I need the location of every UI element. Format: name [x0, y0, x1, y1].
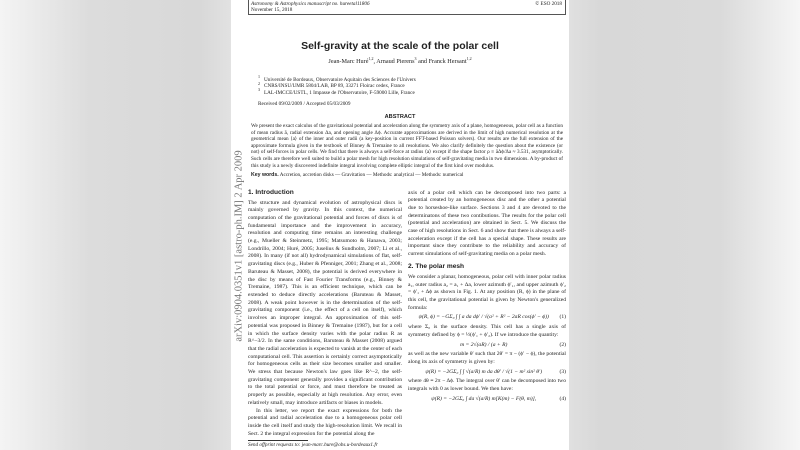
keywords-text: Accretion, accretion disks — Gravitation — Methods: analytical — Methods: numerical	[279, 172, 464, 179]
equation-number: (4)	[559, 395, 566, 402]
affil-text: CNRS/INSU/UMR 5804/LAB, BP 89, 33271 Floirac cedex, France	[264, 83, 405, 90]
author-list	[231, 55, 569, 65]
paragraph: as well as the new variable θ′ such that 2θ′ = π − (ϕ′ − ϕ), the potential along its axis of symmetry is given by:	[408, 351, 566, 365]
equation-number: (2)	[559, 341, 566, 348]
keywords-label: Key words.	[251, 172, 279, 179]
footnote: Send offprint requests to: jean-marc.hure@obs.u-bordeaux1.fr	[248, 442, 378, 449]
arxiv-stamp	[233, 100, 245, 392]
author: Franck Hersant	[428, 58, 467, 65]
author: Arnaud Pierens	[376, 58, 415, 65]
affil-number: 3	[258, 87, 260, 93]
affil-mark: 1,2	[368, 55, 374, 61]
equation-4	[408, 396, 566, 404]
equation-2	[408, 342, 566, 350]
content-flow	[248, 123, 566, 448]
affil-number: 2	[258, 80, 260, 86]
affil-text: LAL-IMCCE/USTL, 1 Impasse de l'Observatoire, F-59000 Lille, France	[264, 89, 415, 96]
journal-line: Astronomy & Astrophysics manuscript no. hureetal11806	[251, 1, 370, 7]
abstract-heading: ABSTRACT	[384, 114, 416, 120]
affil-number: 1	[258, 74, 260, 80]
body-columns	[248, 189, 566, 449]
copyright: © ESO 2018	[535, 1, 562, 7]
manuscript-date: November 15, 2018	[251, 7, 293, 14]
affil-text: Université de Bordeaux, Observatoire Aquitain des Sciences de l'Univers	[264, 77, 416, 83]
paragraph: where 4θ ≡ 2π − Δϕ. The integral over θ′ can be decomposed into two integrals with 0 as lower bound. We then have:	[408, 378, 566, 393]
equation-number: (1)	[559, 314, 566, 321]
paper-title: Self-gravity at the scale of the polar cell	[301, 40, 499, 52]
separator: ,	[373, 58, 377, 65]
paragraph: The structure and dynamical evolution of astrophysical discs is mainly governed by gravity. In this context, the numerical computation of the gravitational potential and forces of discs is of fundamental importance and the improvement in accuracy, resolution and computing time remains an interesting challenge (e.g., Mueller & Steinmetz, 1995; Matsumoto & Hanawa, 2003; Londrillo, 2004; Huré, 2005; Juselius & Sundholm, 2007; Li et al., 2008). In many (if not all) hydrodynamical simulations of flat, self-gravitating discs (e.g., Huber & Pfenniger, 2001; Zhang et al., 2008; Baruteau & Masset, 2008), the potential is derived everywhere in the disc by means of Fast Fourier Transforms (e.g., Binney & Tremaine, 1987). This is an efficient technique, which can be extended to deduce directly accelerations (Baruteau & Masset, 2008). A weak point however is in the determination of the self-gravitating component (i.e., the effect of a cell on itself), which involves an improper integral. An approximation of this self-potential was proposed in Binney & Tremaine (1987), but for a cell in which the surface density varies with the polar radius R as R^−3/2. In the same conditions, Baruteau & Masset (2008) argued that the radial acceleration is expected to vanish at the center of each computational cell. This assertion is certainly correct asymptotically for homogeneous cells as their size becomes smaller and smaller. We stress that because Newton's law goes like R^−2, the self-gravitating component generally provides a significant contribution to the total potential or force, and must therefore be treated as properly as possible, especially at high resolution. Any error, even relatively small, may introduce artifacts or biases in models.	[248, 199, 402, 406]
paper-page	[231, 0, 569, 450]
paragraph: axis of a polar cell which can be decomposed into two parts: a potential created by an homogeneous disc and the other a potential due to horseshoe-like surface. Sections 3 and 4 are devoted to the determinatons of these two contibutions. The results for the polar cell (potential and acceleration) are obtained in Sect. 5. We discuss the case of high resolutions in Sect. 6 and show that there is always a self-acceleration except if the cell has a special shape. These results are important since they contribute to the reliability and accuracy of current simulations of self-gravitating media on a polar mesh.	[408, 189, 566, 258]
author: Jean-Marc Huré	[328, 58, 369, 65]
equation: m = 2√(aR) / (a + R)	[460, 341, 508, 348]
section-heading: 2. The polar mesh	[408, 262, 465, 270]
separator: and	[416, 58, 429, 65]
equation-1	[408, 314, 566, 322]
equation-3	[408, 369, 566, 377]
arxiv-id: arXiv:0904.0351v1 [astro-ph.IM] 2 Apr 2009	[233, 150, 245, 342]
affiliations	[258, 74, 416, 96]
paragraph: In this letter, we report the exact expressions for both the potential and radial acceleration due to a homogeneous polar cell inside the cell itself and study the high-resolution limit. We recall in Sect. 2 the integral expression for the potential along the	[248, 407, 402, 437]
running-header	[248, 0, 566, 15]
equation: ψ(R, ϕ) = −GΣ₀ ∫ ∫ a da dϕ′ / √(a² + R² − 2aR cos(ϕ′ − ϕ))	[418, 314, 549, 321]
equation-number: (3)	[559, 368, 566, 375]
affiliation	[258, 87, 416, 96]
equation: ψ(R) = −2GΣ₀ ∫ ∫ √(a/R) m da dθ′ / √(1 − m² sin² θ′)	[425, 368, 543, 375]
abstract-text: We present the exact calculus of the gravitational potential and acceleration along the symmetry axis of a plane, homogeneous, polar cell as a function of mean radius ā, radial extension Δa, and opening angle Δϕ. Accurate approximations are derived in the limit of high numerical resolution at the geometrical mean ⟨a⟩ of the inner and outer radii (a key-position in current FFT-based Poisson solvers). Our results are the full extension of the approximate formula given in the textbook of Binney & Tremaine to all resolutions. We also clarify definitely the question about the existence (or not) of self-forces in polar cells. We find that there is always a self-force at radius ⟨a⟩ except if the shape factor ρ ≡ āΔϕ/Δa ≈ 3.531, asymptotically. Such cells are therefore well suited to build a polar mesh for high resolution simulations of self-gravitating media in two dimensions. A by-product of this study is a newly discovered indefinite integral involving complete elliptic integral of the first kind over modulus.	[251, 123, 563, 169]
received-dates: Received 09/02/2009 / Accepted 05/03/2009	[258, 101, 351, 107]
left-column	[248, 189, 402, 449]
equation: ψ(R) = −2GΣ₀ ∫ da √(a/R) m[K(m) − F(θ, m)],	[431, 395, 537, 402]
paragraph: where Σ₀ is the surface density. This cell has a single axis of symmetry defined by ϕ = ½(ϕ′₁ + ϕ′₂). If we introduce the quantity:	[408, 324, 566, 338]
paragraph: We consider a planar, homogeneous, polar cell with inner polar radius a₁, outer radius a₂ = a₁ + Δa, lower azimuth ϕ′₁, and upper azimuth ϕ′₂ = ϕ′₁ + Δϕ as shown in Fig. 1. At any position (R, ϕ) in the plane of this cell, the gravitational potential is given by Newton's generalized formula:	[408, 273, 566, 311]
right-column	[408, 189, 566, 449]
affil-mark: 3	[414, 55, 417, 61]
section-heading: 1. Introduction	[248, 188, 294, 196]
affil-mark: 1,2	[466, 55, 472, 61]
keywords	[251, 172, 563, 178]
